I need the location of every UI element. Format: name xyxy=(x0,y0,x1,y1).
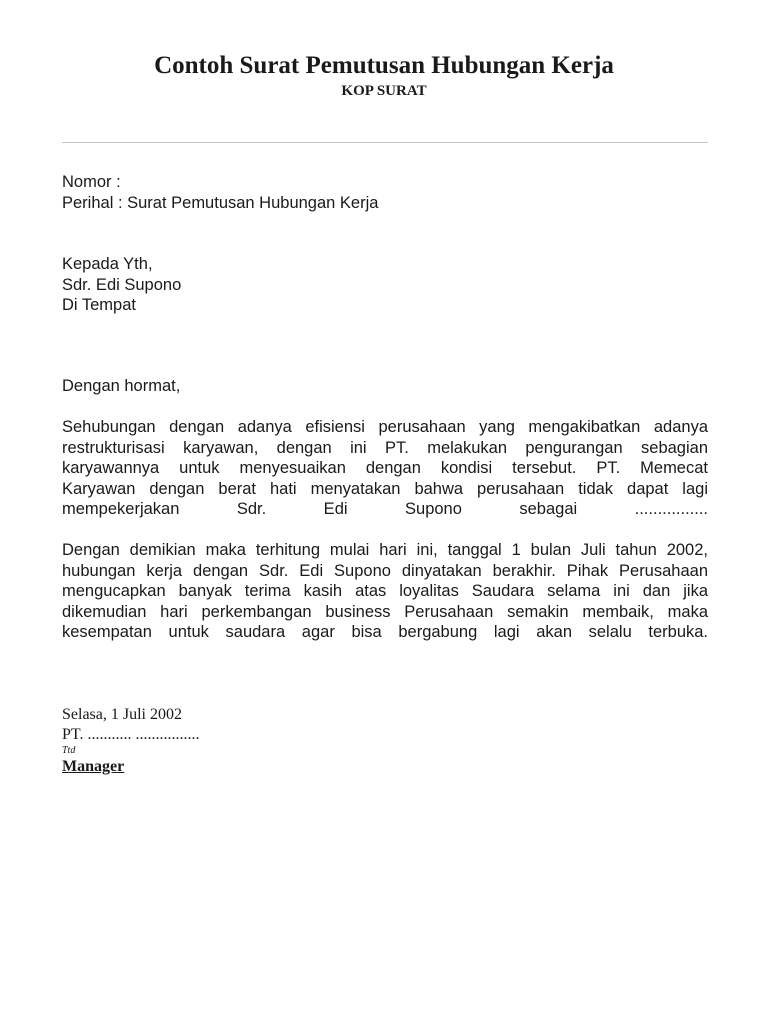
greeting-text: Dengan hormat, xyxy=(62,377,181,395)
paragraph-2 xyxy=(62,540,708,643)
perihal-line: Perihal : Surat Pemutusan Hubungan Kerja xyxy=(62,193,379,212)
recipient-salutation: Kepada Yth, xyxy=(62,255,153,273)
kop-surat-label: KOP SURAT xyxy=(341,83,427,99)
paragraph-1-line: mempekerjakan Sdr. Edi Supono sebagai ................ xyxy=(62,500,708,518)
paragraph-1 xyxy=(62,417,708,520)
paragraph-2-line: dikemudian hari perkembangan business Perusahaan semakin membaik, maka xyxy=(62,602,708,621)
reference-block xyxy=(62,172,708,213)
nomor-line: Nomor : xyxy=(62,173,121,191)
recipient-place: Di Tempat xyxy=(62,296,136,314)
closing-date: Selasa, 1 Juli 2002 xyxy=(62,706,182,723)
signatory-title: Manager xyxy=(62,758,125,775)
signature-placeholder: Ttd xyxy=(62,745,76,756)
greeting xyxy=(62,376,708,397)
closing-block xyxy=(62,705,708,777)
paragraph-1-line: Sehubungan dengan adanya efisiensi perusahaan yang mengakibatkan adanya xyxy=(62,418,708,436)
paragraph-2-line: mengucapkan banyak terima kasih atas loyalitas Saudara selama ini dan jika xyxy=(62,582,708,600)
paragraph-1-line: karyawannya untuk menyesuaikan dengan kondisi tersebut. PT. Memecat xyxy=(62,459,708,477)
recipient-block xyxy=(62,254,708,316)
paragraph-2-line: Dengan demikian maka terhitung mulai hari ini, tanggal 1 bulan Juli tahun 2002, xyxy=(62,541,708,559)
header-divider xyxy=(62,142,708,143)
paragraph-1-line: restrukturisasi karyawan, dengan ini PT. melakukan pengurangan sebagian xyxy=(62,438,708,457)
document-title: Contoh Surat Pemutusan Hubungan Kerja xyxy=(154,52,614,79)
paragraph-1-line: Karyawan dengan berat hati menyatakan bahwa perusahaan tidak dapat lagi xyxy=(62,479,708,498)
recipient-name: Sdr. Edi Supono xyxy=(62,275,182,294)
paragraph-2-line: hubungan kerja dengan Sdr. Edi Supono dinyatakan berakhir. Pihak Perusahaan xyxy=(62,561,708,580)
closing-company: PT. ........... ................ xyxy=(62,726,200,743)
paragraph-2-line: kesempatan untuk saudara agar bisa bergabung lagi akan selalu terbuka. xyxy=(62,623,708,641)
